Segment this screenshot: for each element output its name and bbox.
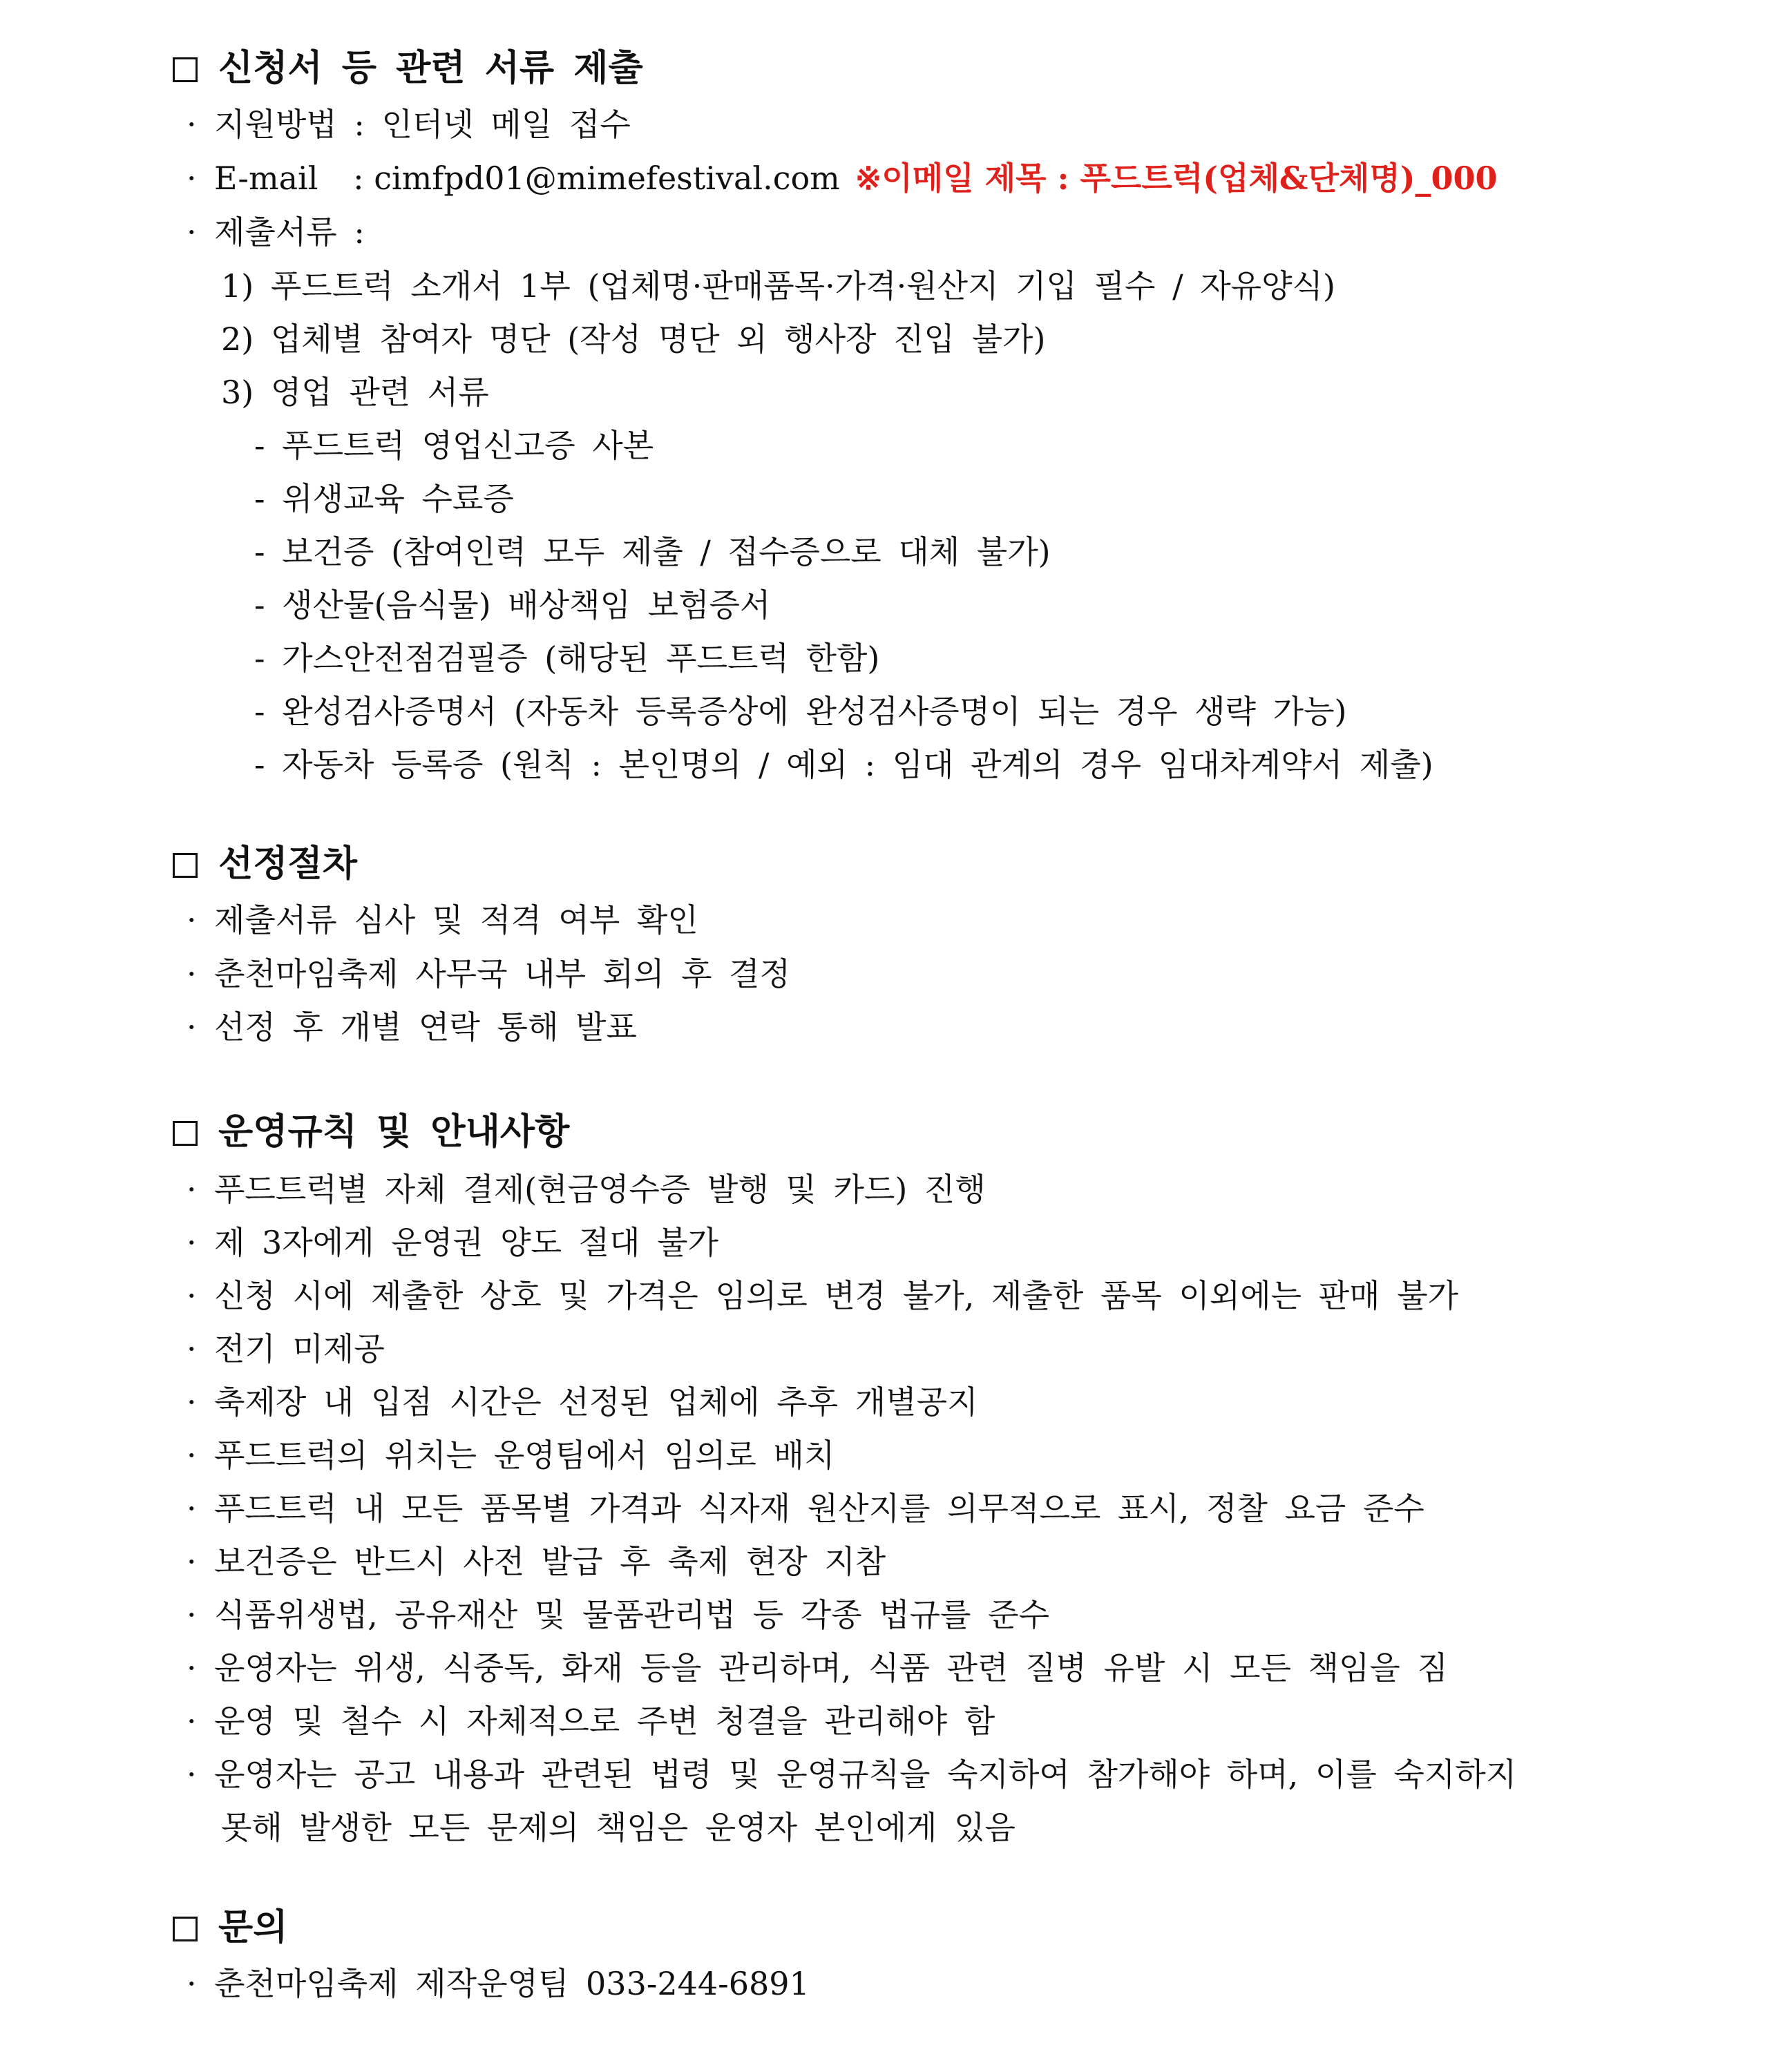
subdoc-item: - 자동차 등록증 (원칙 : 본인명의 / 예외 : 임대 관계의 경우 임대차계약서 제출): [254, 746, 1433, 783]
list-item: · 춘천마임축제 사무국 내부 회의 후 결정: [187, 955, 791, 992]
subdoc-item: - 위생교육 수료증: [254, 480, 514, 517]
doc-item: 2) 업체별 참여자 명단 (작성 명단 외 행사장 진입 불가): [221, 320, 1046, 358]
contact-line: · 춘천마임축제 제작운영팀 033-244-6891: [187, 1965, 810, 2002]
list-item: · 운영자는 위생, 식중독, 화재 등을 관리하며, 식품 관련 질병 유발 시 모든 책임을 짐: [187, 1649, 1448, 1687]
section-heading-contact: 문의: [173, 1905, 287, 1950]
list-item: · 신청 시에 제출한 상호 및 가격은 임의로 변경 불가, 제출한 품목 이외에는 판매 불가: [187, 1277, 1459, 1314]
subdoc-item: - 보건증 (참여인력 모두 제출 / 접수증으로 대체 불가): [254, 533, 1051, 570]
subdoc-item: - 완성검사증명서 (자동차 등록증상에 완성검사증명이 되는 경우 생략 가능): [254, 693, 1347, 730]
section-heading-selection: 선정절차: [173, 841, 357, 887]
checkbox-square-icon: [173, 853, 198, 878]
docs-label-line: · 제출서류 :: [187, 213, 365, 251]
email-address: : cimfpd01@mimefestival.com: [353, 160, 840, 197]
list-item-continuation: 못해 발생한 모든 문제의 책임은 운영자 본인에게 있음: [221, 1809, 1016, 1846]
section-heading-submission: 신청서 등 관련 서류 제출: [173, 46, 643, 91]
list-item: · 푸드트럭별 자체 결제(현금영수증 발행 및 카드) 진행: [187, 1171, 986, 1208]
subdoc-item: - 푸드트럭 영업신고증 사본: [254, 427, 654, 464]
list-item: · 운영자는 공고 내용과 관련된 법령 및 운영규칙을 숙지하여 참가해야 하며, 이를 숙지하지: [187, 1756, 1517, 1793]
method-line: · 지원방법 : 인터넷 메일 접수: [187, 106, 631, 143]
subdoc-item: - 가스안전점검필증 (해당된 푸드트럭 한함): [254, 640, 880, 677]
list-item: · 축제장 내 입점 시간은 선정된 업체에 추후 개별공지: [187, 1383, 978, 1421]
checkbox-square-icon: [173, 1917, 198, 1941]
list-item: · 제출서류 심사 및 적격 여부 확인: [187, 901, 698, 939]
email-subject-note: ※이메일 제목 : 푸드트럭(업체&단체명)_000: [855, 160, 1498, 197]
subdoc-item: - 생산물(음식물) 배상책임 보험증서: [254, 586, 771, 624]
list-item: · 제 3자에게 운영권 양도 절대 불가: [187, 1224, 719, 1261]
list-item: · 푸드트럭의 위치는 운영팀에서 임의로 배치: [187, 1437, 835, 1474]
list-item: · 운영 및 철수 시 자체적으로 주변 청결을 관리해야 함: [187, 1702, 995, 1740]
list-item: · 보건증은 반드시 사전 발급 후 축제 현장 지참: [187, 1543, 886, 1580]
checkbox-square-icon: [173, 57, 198, 82]
email-line: · E-mail : cimfpd01@mimefestival.com ※이메일 제목 : 푸드트럭(업체&단체명)_000: [187, 160, 1498, 197]
doc-item: 3) 영업 관련 서류: [221, 374, 489, 411]
doc-item: 1) 푸드트럭 소개서 1부 (업체명·판매품목·가격·원산지 기입 필수 / 자유양식): [221, 267, 1335, 305]
list-item: · 전기 미제공: [187, 1330, 385, 1368]
section-heading-rules: 운영규칙 및 안내사항: [173, 1109, 569, 1155]
list-item: · 식품위생법, 공유재산 및 물품관리법 등 각종 법규를 준수: [187, 1596, 1050, 1633]
list-item: · 선정 후 개별 연락 통해 발표: [187, 1008, 637, 1046]
email-label: E-mail: [214, 160, 318, 197]
checkbox-square-icon: [173, 1121, 198, 1146]
list-item: · 푸드트럭 내 모든 품목별 가격과 식자재 원산지를 의무적으로 표시, 정찰 요금 준수: [187, 1490, 1424, 1527]
